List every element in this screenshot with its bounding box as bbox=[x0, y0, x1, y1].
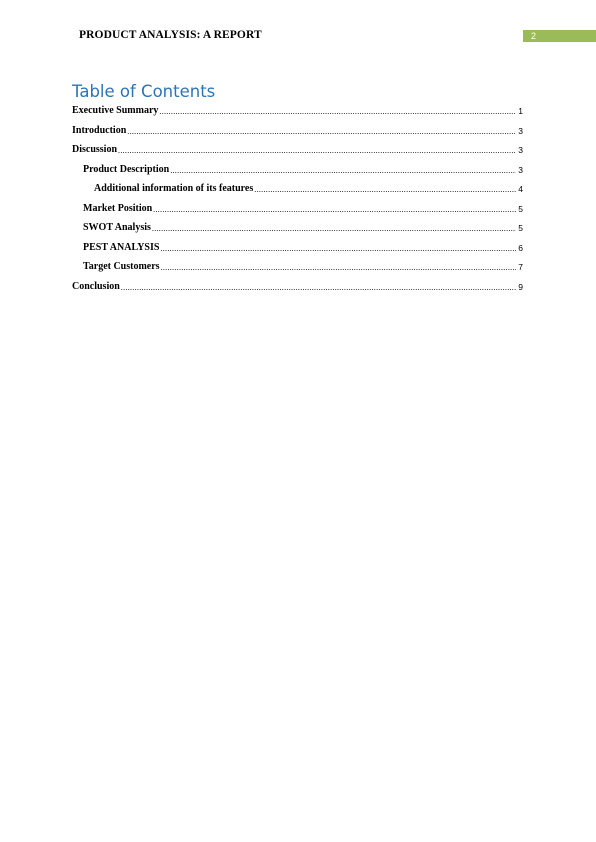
toc-entry-label: Product Description bbox=[83, 163, 170, 175]
toc-entry-page: 4 bbox=[518, 184, 523, 194]
toc-entry-label: Additional information of its features bbox=[94, 183, 254, 194]
page-number: 2 bbox=[531, 31, 537, 41]
toc-entry-label: SWOT Analysis bbox=[83, 222, 151, 233]
toc-entry-swot-analysis[interactable] bbox=[83, 220, 523, 234]
toc-entry-pest-analysis[interactable] bbox=[83, 240, 523, 254]
toc-entry-page: 6 bbox=[518, 242, 523, 253]
toc-dot-leader bbox=[254, 185, 516, 195]
toc-entry-label: Conclusion bbox=[72, 280, 120, 292]
toc-entry-page: 9 bbox=[518, 281, 523, 292]
toc-entry-page: 3 bbox=[518, 145, 523, 155]
toc-entry-executive-summary[interactable] bbox=[72, 103, 523, 117]
header-title: PRODUCT ANALYSIS: A REPORT bbox=[79, 29, 262, 41]
toc-dot-leader bbox=[161, 263, 516, 273]
toc-dot-leader bbox=[127, 127, 516, 137]
toc-dot-leader bbox=[153, 205, 516, 215]
toc-entry-label: Market Position bbox=[83, 202, 153, 214]
toc-entry-page: 5 bbox=[518, 223, 523, 233]
toc-entry-target-customers[interactable] bbox=[83, 259, 523, 273]
toc-entry-product-description[interactable] bbox=[83, 162, 523, 176]
toc-dot-leader bbox=[121, 283, 516, 293]
toc-entry-page: 3 bbox=[518, 125, 523, 136]
toc-entry-label: Discussion bbox=[72, 144, 118, 155]
toc-dot-leader bbox=[118, 146, 516, 156]
toc-entry-market-position[interactable] bbox=[83, 201, 523, 215]
toc-entry-label: Target Customers bbox=[83, 261, 160, 272]
toc-dot-leader bbox=[160, 244, 516, 254]
toc-entry-page: 3 bbox=[518, 164, 523, 175]
toc-entry-additional-information[interactable] bbox=[94, 181, 523, 195]
toc-entry-label: Executive Summary bbox=[72, 105, 159, 116]
toc-entry-conclusion[interactable] bbox=[72, 279, 523, 293]
toc-entry-label: PEST ANALYSIS bbox=[83, 241, 160, 253]
toc-entry-page: 1 bbox=[518, 106, 523, 116]
toc-dot-leader bbox=[152, 224, 516, 234]
toc-dot-leader bbox=[159, 107, 516, 117]
toc-entry-introduction[interactable] bbox=[72, 123, 523, 137]
toc-dot-leader bbox=[170, 166, 516, 176]
page-number-box bbox=[523, 30, 596, 42]
toc-entry-page: 5 bbox=[518, 203, 523, 214]
toc-entry-discussion[interactable] bbox=[72, 142, 523, 156]
toc-heading: Table of Contents bbox=[72, 82, 216, 101]
toc-entry-page: 7 bbox=[518, 262, 523, 272]
toc-entry-label: Introduction bbox=[72, 124, 127, 136]
